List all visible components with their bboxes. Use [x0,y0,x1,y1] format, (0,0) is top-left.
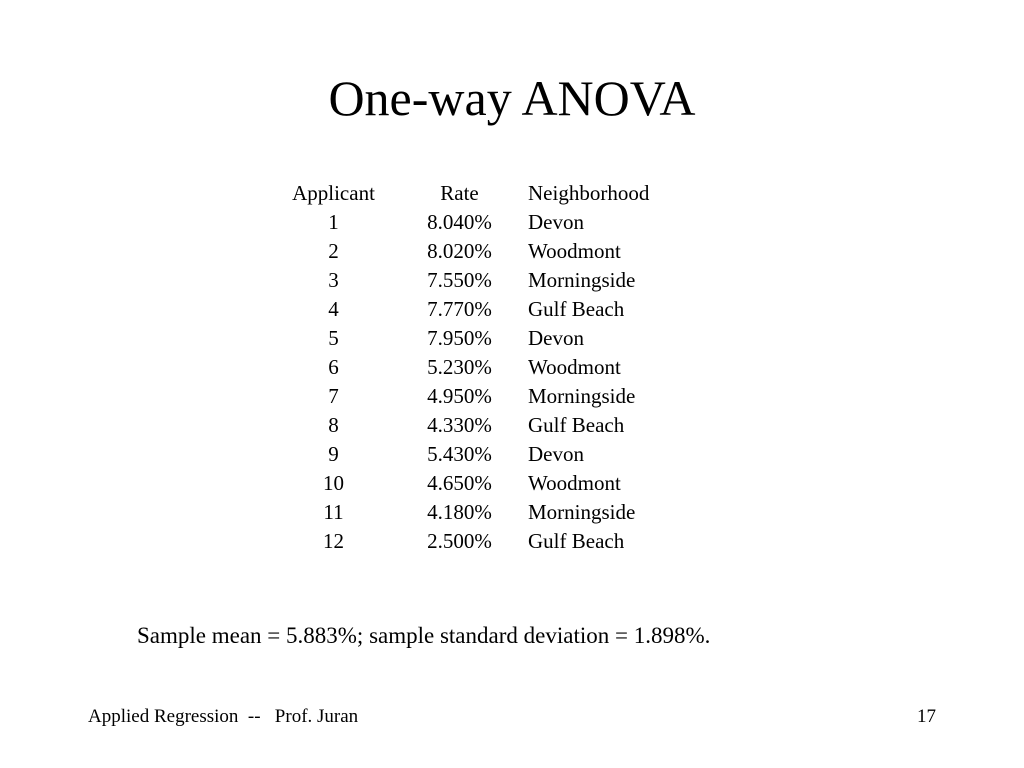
cell-neighborhood: Morningside [528,268,636,292]
cell-applicant: 11 [323,500,344,524]
cell-rate: 5.230% [427,355,492,379]
summary-statistics: Sample mean = 5.883%; sample standard deviation = 1.898%. [137,623,711,648]
cell-neighborhood: Gulf Beach [528,529,625,553]
cell-applicant: 7 [328,384,339,408]
table-row [270,440,728,469]
cell-applicant: 10 [323,471,344,495]
table-row [270,208,728,237]
table-row [270,469,728,498]
cell-applicant: 3 [328,268,339,292]
cell-neighborhood: Devon [528,442,584,466]
cell-neighborhood: Morningside [528,384,636,408]
cell-rate: 5.430% [427,442,492,466]
cell-applicant: 4 [328,297,339,321]
table-row [270,237,728,266]
cell-neighborhood: Gulf Beach [528,297,625,321]
footer-page-number: 17 [917,706,936,727]
cell-neighborhood: Woodmont [528,239,621,263]
header-neighborhood: Neighborhood [528,181,650,205]
cell-neighborhood: Devon [528,210,584,234]
table-row [270,266,728,295]
applicant-rate-table [270,179,728,556]
table-row [270,527,728,556]
cell-neighborhood: Morningside [528,500,636,524]
header-rate: Rate [440,181,479,205]
cell-applicant: 8 [328,413,339,437]
footer-course-label: Applied Regression -- Prof. Juran [88,706,359,727]
cell-applicant: 12 [323,529,344,553]
cell-rate: 4.330% [427,413,492,437]
table-header-row [270,179,728,208]
cell-rate: 4.180% [427,500,492,524]
table-body [270,208,728,556]
cell-neighborhood: Woodmont [528,355,621,379]
cell-neighborhood: Devon [528,326,584,350]
cell-rate: 8.020% [427,239,492,263]
cell-applicant: 5 [328,326,339,350]
cell-applicant: 1 [328,210,339,234]
header-applicant: Applicant [292,181,375,205]
table-row [270,353,728,382]
table-row [270,382,728,411]
cell-rate: 4.950% [427,384,492,408]
cell-rate: 7.550% [427,268,492,292]
cell-rate: 8.040% [427,210,492,234]
table-row [270,498,728,527]
cell-applicant: 9 [328,442,339,466]
cell-rate: 2.500% [427,529,492,553]
cell-rate: 4.650% [427,471,492,495]
table-row [270,295,728,324]
cell-neighborhood: Gulf Beach [528,413,625,437]
cell-neighborhood: Woodmont [528,471,621,495]
cell-rate: 7.950% [427,326,492,350]
table-row [270,324,728,353]
cell-rate: 7.770% [427,297,492,321]
slide-title: One-way ANOVA [328,70,696,126]
cell-applicant: 2 [328,239,339,263]
cell-applicant: 6 [328,355,339,379]
table-row [270,411,728,440]
